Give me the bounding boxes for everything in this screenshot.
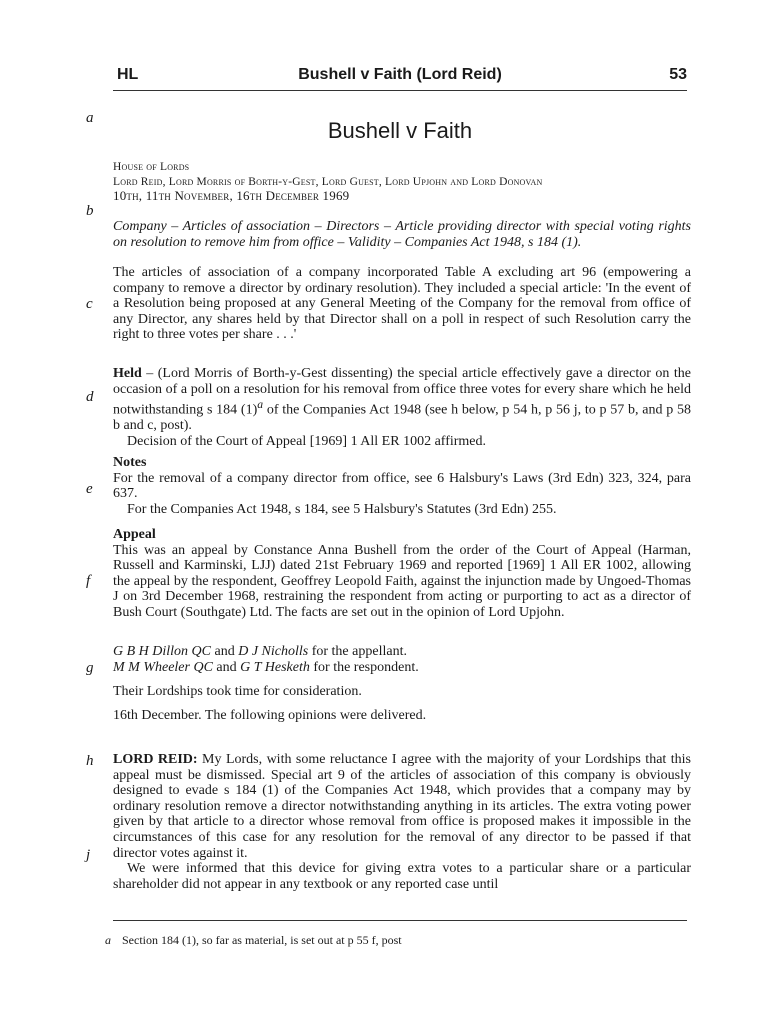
margin-letter-j: j xyxy=(86,847,91,863)
judges: Lord Reid, Lord Morris of Borth-y-Gest, Lord Guest, Lord Upjohn and Lord Donovan xyxy=(113,175,543,188)
held-paragraph xyxy=(113,366,691,434)
lord-reid-speech xyxy=(113,752,691,892)
hearing-dates: 10th, 11th November, 16th December 1969 xyxy=(113,188,350,203)
notes-section xyxy=(113,455,691,517)
running-head-title: Bushell v Faith (Lord Reid) xyxy=(298,66,502,83)
margin-letter-a: a xyxy=(86,110,94,126)
decision: Decision of the Court of Appeal [1969] 1 All ER 1002 affirmed. xyxy=(127,434,487,450)
speech-paragraph-2: We were informed that this device for giving extra votes to a particular share or a particular shareholder did not appear in any textbook or any reported case until xyxy=(113,861,691,892)
footnote xyxy=(105,933,402,948)
footnote-rule xyxy=(113,920,687,921)
page-number: 53 xyxy=(669,66,687,83)
held-text-b: of the Companies Act 1948 (see h below, p 54 h, p 56 j, to p 57 b, and p 58 b and c, post). xyxy=(113,402,691,434)
appeal-section xyxy=(113,527,691,621)
margin-letter-d: d xyxy=(86,389,94,405)
opinions-delivered: 16th December. The following opinions were delivered. xyxy=(113,708,427,723)
running-head-left: HL xyxy=(117,66,139,83)
footnote-marker: a xyxy=(105,933,111,947)
held-label: Held xyxy=(113,366,142,381)
margin-letter-g: g xyxy=(86,660,94,676)
notes-item-1: For the removal of a company director from office, see 6 Halsbury's Laws (3rd Edn) 323, 324, para 637. xyxy=(113,470,691,502)
speech-text-1: My Lords, with some reluctance I agree with the majority of your Lordships that this appeal must be dismissed. Special art 9 of the articles of association of this company is obviously designed to evade s 184 (1) of the Companies Act 1948, which provides that a company may by ordinary resolution remove a director notwithstanding anything in its articles. The extra voting power given by that article to a director whose removal from office is proposed makes it impossible in the circumstances of this case for any resolution for the removal of any director to be passed if that director votes against it. xyxy=(113,752,691,861)
margin-letter-f: f xyxy=(86,573,91,589)
headnote: The articles of association of a company incorporated Table A excluding art 96 (empowering a company to remove a director by ordinary resolution). They included a special article: 'In the event of a Resolution being proposed at any General Meeting of the Company for the removal from office of any Director, any shares held by that Director shall on a poll in respect of such Resolution carry the right to three votes per share . . .' xyxy=(113,265,691,343)
appeal-text: This was an appeal by Constance Anna Bushell from the order of the Court of Appeal (Harman, Russell and Karminski, LJJ) dated 21st February 1969 and reported [1969] 1 All ER 1002, allowing the appeal by the respondent, Geoffrey Leopold Faith, against the injunction made by Ungoed-Thomas J on 3rd December 1968, restraining the respondent from acting or purporting to act as a director of Bush Court (Southgate) Ltd. The facts are set out in the opinion of Lord Upjohn. xyxy=(113,542,691,620)
appeal-heading: Appeal xyxy=(113,527,156,542)
curia-advisari-vult: Their Lordships took time for consideration. xyxy=(113,684,362,699)
case-title: Bushell v Faith xyxy=(327,118,473,143)
held-text-a: – (Lord Morris of Borth-y-Gest dissenting) the special article effectively gave a director on the occasion of a poll on a resolution for his removal from office three votes for every share which he held notwithstanding s 184 (1) xyxy=(113,366,691,418)
speech-paragraph-1 xyxy=(113,752,691,861)
counsel-section xyxy=(113,644,691,675)
catchwords: Company – Articles of association – Directors – Article providing director with special voting rights on resolution to remove him from office – Validity – Companies Act 1948, s 184 (1). xyxy=(113,219,691,250)
counsel-appellant: G B H Dillon QC and D J Nicholls for the appellant. xyxy=(113,644,407,659)
margin-letter-b: b xyxy=(86,203,94,219)
speaker-name: LORD REID: xyxy=(113,752,198,767)
margin-letter-h: h xyxy=(86,753,94,769)
running-head-rule xyxy=(113,90,687,91)
notes-item-2: For the Companies Act 1948, s 184, see 5 Halsbury's Statutes (3rd Edn) 255. xyxy=(127,501,557,517)
footnote-text: Section 184 (1), so far as material, is set out at p 55 f, post xyxy=(122,933,402,947)
court-block xyxy=(113,160,691,204)
court-name: House of Lords xyxy=(113,161,190,173)
margin-letter-e: e xyxy=(86,481,93,497)
counsel-respondent: M M Wheeler QC and G T Hesketh for the respondent. xyxy=(113,659,419,675)
notes-heading: Notes xyxy=(113,455,147,470)
running-head xyxy=(113,62,687,90)
footnote-ref: a xyxy=(257,398,264,412)
margin-letter-c: c xyxy=(86,296,93,312)
held-section xyxy=(113,366,691,450)
